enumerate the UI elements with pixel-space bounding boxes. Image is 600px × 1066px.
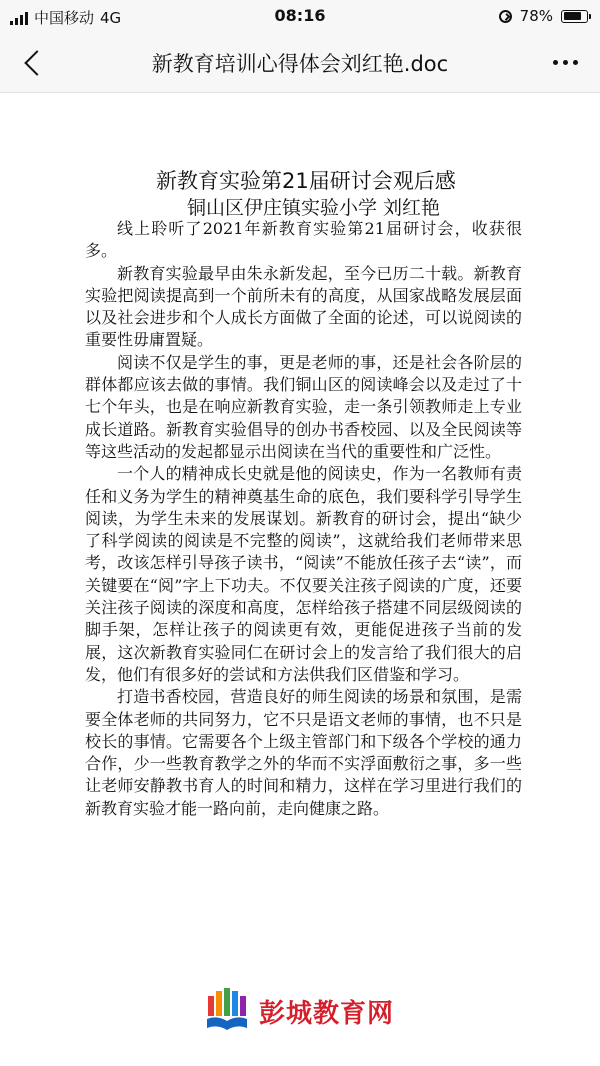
back-icon[interactable] <box>20 49 48 77</box>
logo-text: 彭城教育网 <box>259 998 395 1029</box>
document-viewer[interactable] <box>0 93 600 1066</box>
battery-percent: 78% <box>519 7 553 25</box>
paragraph: 打造书香校园，营造良好的师生阅读的场景和氛围，是需要全体老师的共同努力，它不只是语文老师的事情，也不只是校长的事情。它需要各个上级主管部门和下级各个学校的通力合作，少一些教育教学之外的华而不实浮面敷衍之事，多一些让老师安静教书育人的时间和精力，这样在学习里进行我们的新教育实验才能一路向前，走向健康之路。 <box>85 687 522 818</box>
paragraph: 线上聆听了2021年新教育实验第21届研讨会，收获很多。 <box>85 219 522 261</box>
paragraph: 阅读不仅是学生的事，更是老师的事，还是社会各阶层的群体都应该去做的事情。我们铜山区的阅读峰会以及走过了十七个年头，也是在响应新教育实验，走一条引领教师走上专业成长道路。新教育实验倡导的创办书香校园、以及全民阅读等等这些活动的发起都显示出阅读在当代的重要性和广泛性。 <box>85 352 522 461</box>
book-logo-icon <box>205 988 249 1034</box>
paragraph: 新教育实验最早由朱永新发起，至今已历二十载。新教育实验把阅读提高到一个前所未有的高度，从国家战略发展层面以及社会进步和个人成长方面做了全面的论述，可以说阅读的重要性毋庸置疑。 <box>85 263 522 350</box>
document-author: 铜山区伊庄镇实验小学 刘红艳 <box>187 197 441 219</box>
more-options-icon[interactable] <box>553 60 578 65</box>
site-logo <box>205 988 394 1034</box>
battery-level <box>564 12 581 20</box>
carrier-label: 中国移动 <box>34 9 95 27</box>
rotation-lock-icon <box>499 10 512 23</box>
status-time: 08:16 <box>274 6 326 25</box>
document-body <box>85 218 522 820</box>
paragraph: 一个人的精神成长史就是他的阅读史，作为一名教师有责任和义务为学生的精神奠基生命的底色，我们要科学引导学生阅读，为学生未来的发展谋划。新教育的研讨会，提出“缺少了科学阅读的阅读是不完整的阅读”，这就给我们老师带来思考，改该怎样引导孩子读书，“阅读”不能放任孩子去“读”，而关键要在“阅”字上下功夫。不仅要关注孩子阅读的广度，还要关注孩子阅读的深度和高度，怎样给孩子搭建不同层级阅读的脚手架，怎样让孩子的阅读更有效，更能促进孩子当前的发展，这次新教育实验同仁在研讨会上的发言给了我们很大的启发，他们有很多好的尝试和方法供我们区借鉴和学习。 <box>85 464 522 684</box>
battery-icon <box>561 10 588 23</box>
network-label: 4G <box>100 8 122 27</box>
page-title: 新教育培训心得体会刘红艳.doc <box>151 52 449 76</box>
nav-bar <box>0 34 600 93</box>
status-right <box>499 7 588 25</box>
document-title: 新教育实验第21届研讨会观后感 <box>156 169 456 193</box>
status-bar <box>0 0 600 34</box>
